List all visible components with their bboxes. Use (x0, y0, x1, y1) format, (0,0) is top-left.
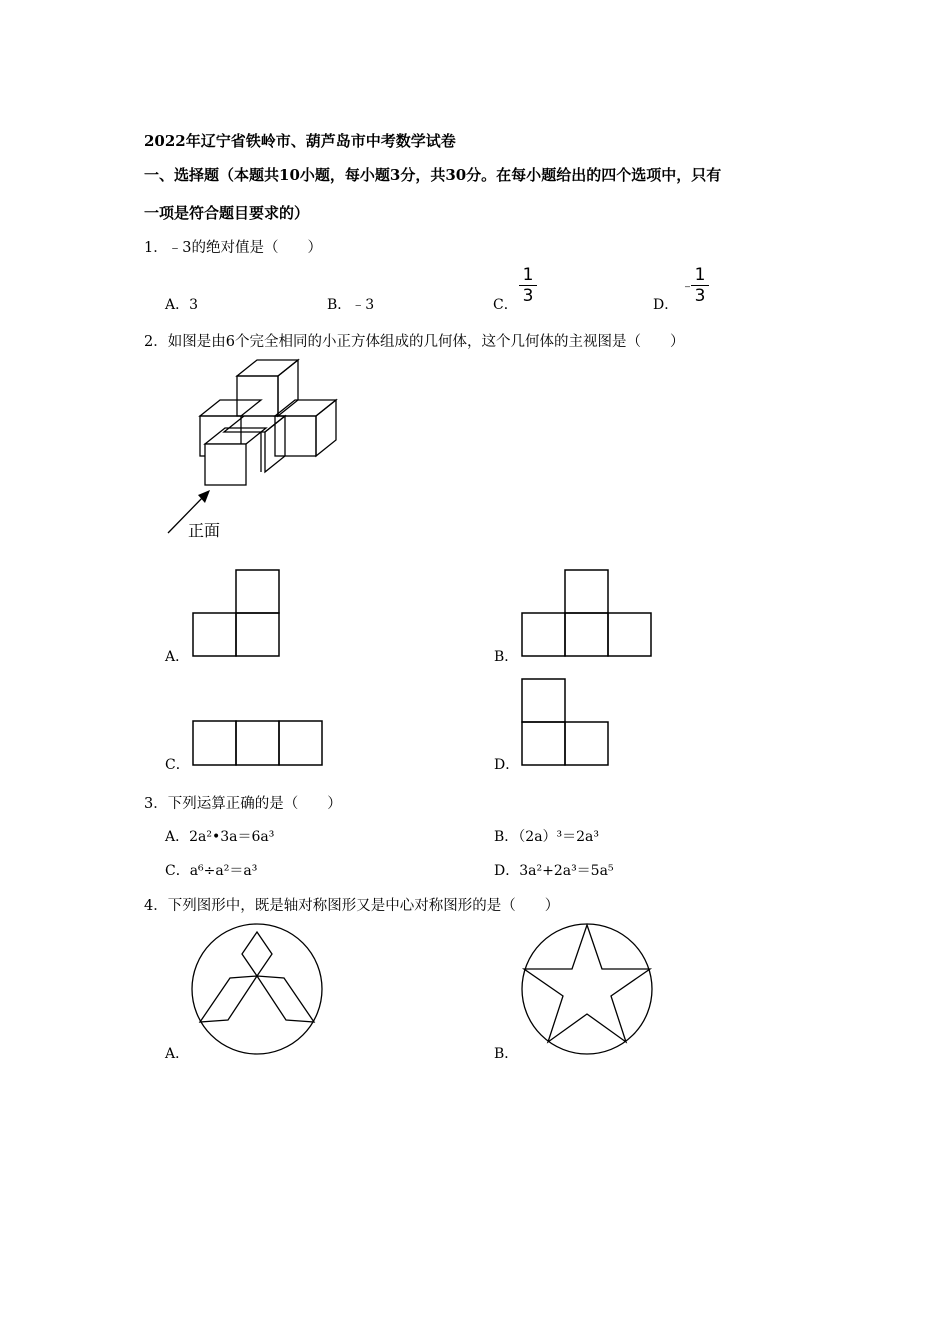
q1-option-a: A．3 (165, 297, 199, 313)
fraction-denominator: 3 (522, 286, 534, 306)
section-heading-line2: 一项是符合题目要求的） (144, 204, 310, 222)
q4-option-b: B． (494, 1046, 519, 1062)
question-3-stem: 3．下列运算正确的是（ ） (144, 796, 342, 812)
question-4-stem: 4．下列图形中，既是轴对称图形又是中心对称图形的是（ ） (144, 898, 560, 914)
fraction-numerator: 1 (694, 265, 706, 285)
cube-solid-figure (160, 358, 350, 543)
q4-option-b-star-figure (520, 922, 656, 1058)
q1-option-b: B．﹣3 (327, 297, 375, 313)
page-title: 2022年辽宁省铁岭市、葫芦岛市中考数学试卷 (144, 132, 456, 150)
q1-option-d-fraction (691, 266, 709, 305)
q2-option-c-figure (192, 720, 326, 768)
q1-option-c-fraction (519, 266, 537, 305)
q1-option-c: C． (493, 297, 518, 313)
q3-option-a: A．2a²•3a＝6a³ (165, 829, 275, 845)
question-1-stem: 1．﹣3的绝对值是（ ） (144, 240, 322, 256)
section-heading-line1: 一、选择题（本题共10小题，每小题3分，共30分。在每小题给出的四个选项中，只有 (144, 166, 722, 184)
q2-option-b: B． (494, 649, 519, 665)
q1-option-d-neg-sign: ﹣ (681, 279, 695, 294)
q2-option-a: A． (165, 649, 190, 665)
q4-option-a: A． (165, 1046, 190, 1062)
q2-option-d-figure (521, 678, 611, 768)
q3-option-c: C．a⁶÷a²＝a³ (165, 863, 258, 879)
q2-option-c: C． (165, 757, 190, 773)
q3-option-d: D．3a²+2a³＝5a⁵ (494, 863, 614, 879)
q2-option-d: D． (494, 757, 520, 773)
front-view-label: 正面 (188, 521, 221, 540)
fraction-numerator: 1 (522, 265, 534, 285)
fraction-denominator: 3 (694, 286, 706, 306)
q4-option-a-three-diamonds-figure (190, 922, 326, 1058)
q2-option-a-figure (192, 569, 282, 659)
q1-option-d: D． (653, 297, 679, 313)
question-2-stem: 2．如图是由6个完全相同的小正方体组成的几何体，这个几何体的主视图是（ ） (144, 334, 685, 350)
q2-option-b-figure (521, 569, 655, 659)
q3-option-b: B．（2a）³＝2a³ (494, 829, 600, 845)
